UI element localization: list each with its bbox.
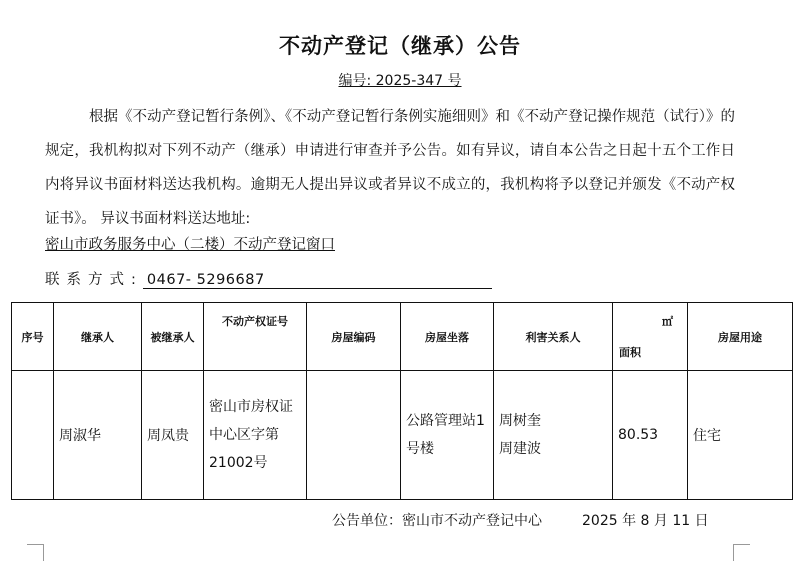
footer [332,510,709,530]
area-unit: ㎡ [662,315,673,328]
cell-area: 80.53 [613,371,688,500]
contact-label: 联系方式: [45,272,143,288]
col-area-header [613,303,688,371]
cell-location: 公路管理站1号楼 [401,371,494,500]
registration-table [11,302,793,500]
cell-house-code [307,371,401,500]
cell-heir: 周淑华 [54,371,142,500]
cell-deceased: 周凤贵 [142,371,204,500]
col-interested-header: 利害关系人 [494,303,613,371]
page-corner-mark-left [27,544,44,561]
col-house-code-header: 房屋编码 [307,303,401,371]
issuing-unit: 公告单位：密山市不动产登记中心 [332,513,542,529]
cell-usage: 住宅 [688,371,793,500]
document-number [0,70,800,90]
interested-party-1: 周树奎 [499,413,541,429]
contact-line [45,268,492,289]
document-number-text: 编号: 2025-347 号 [338,73,462,89]
col-cert-header: 不动产权证号 [204,303,307,371]
cell-seq [12,371,54,500]
col-location-header: 房屋坐落 [401,303,494,371]
notice-body: 根据《不动产登记暂行条例》、《不动产登记暂行条例实施细则》和《不动产登记操作规范（试行）》的规定，我机构拟对下列不动产（继承）申请进行审查并予公告。如有异议，请自本公告之日起十五个工作日内将异议书面材料送达我机构。逾期无人提出异议或者异议不成立的，我机构将予以登记并颁发《不动产权证书》。 异议书面材料送达地址: [45,109,735,227]
notice-title: 不动产登记（继承）公告 [279,34,521,58]
col-usage-header: 房屋用途 [688,303,793,371]
col-seq-header: 序号 [12,303,54,371]
objection-address: 密山市政务服务中心（二楼）不动产登记窗口 [45,237,335,253]
table-header-row [12,303,793,371]
cell-cert-no: 密山市房权证中心区字第21002号 [204,371,307,500]
page-corner-mark-right [733,544,750,561]
contact-phone: 0467- 5296687 [143,272,492,289]
issue-date: 2025 年 8 月 11 日 [582,513,709,529]
cell-interested [494,371,613,500]
area-label: 面积 [619,346,641,359]
col-deceased-header: 被继承人 [142,303,204,371]
table-row [12,371,793,500]
col-heir-header: 继承人 [54,303,142,371]
interested-party-2: 周建波 [499,441,541,457]
